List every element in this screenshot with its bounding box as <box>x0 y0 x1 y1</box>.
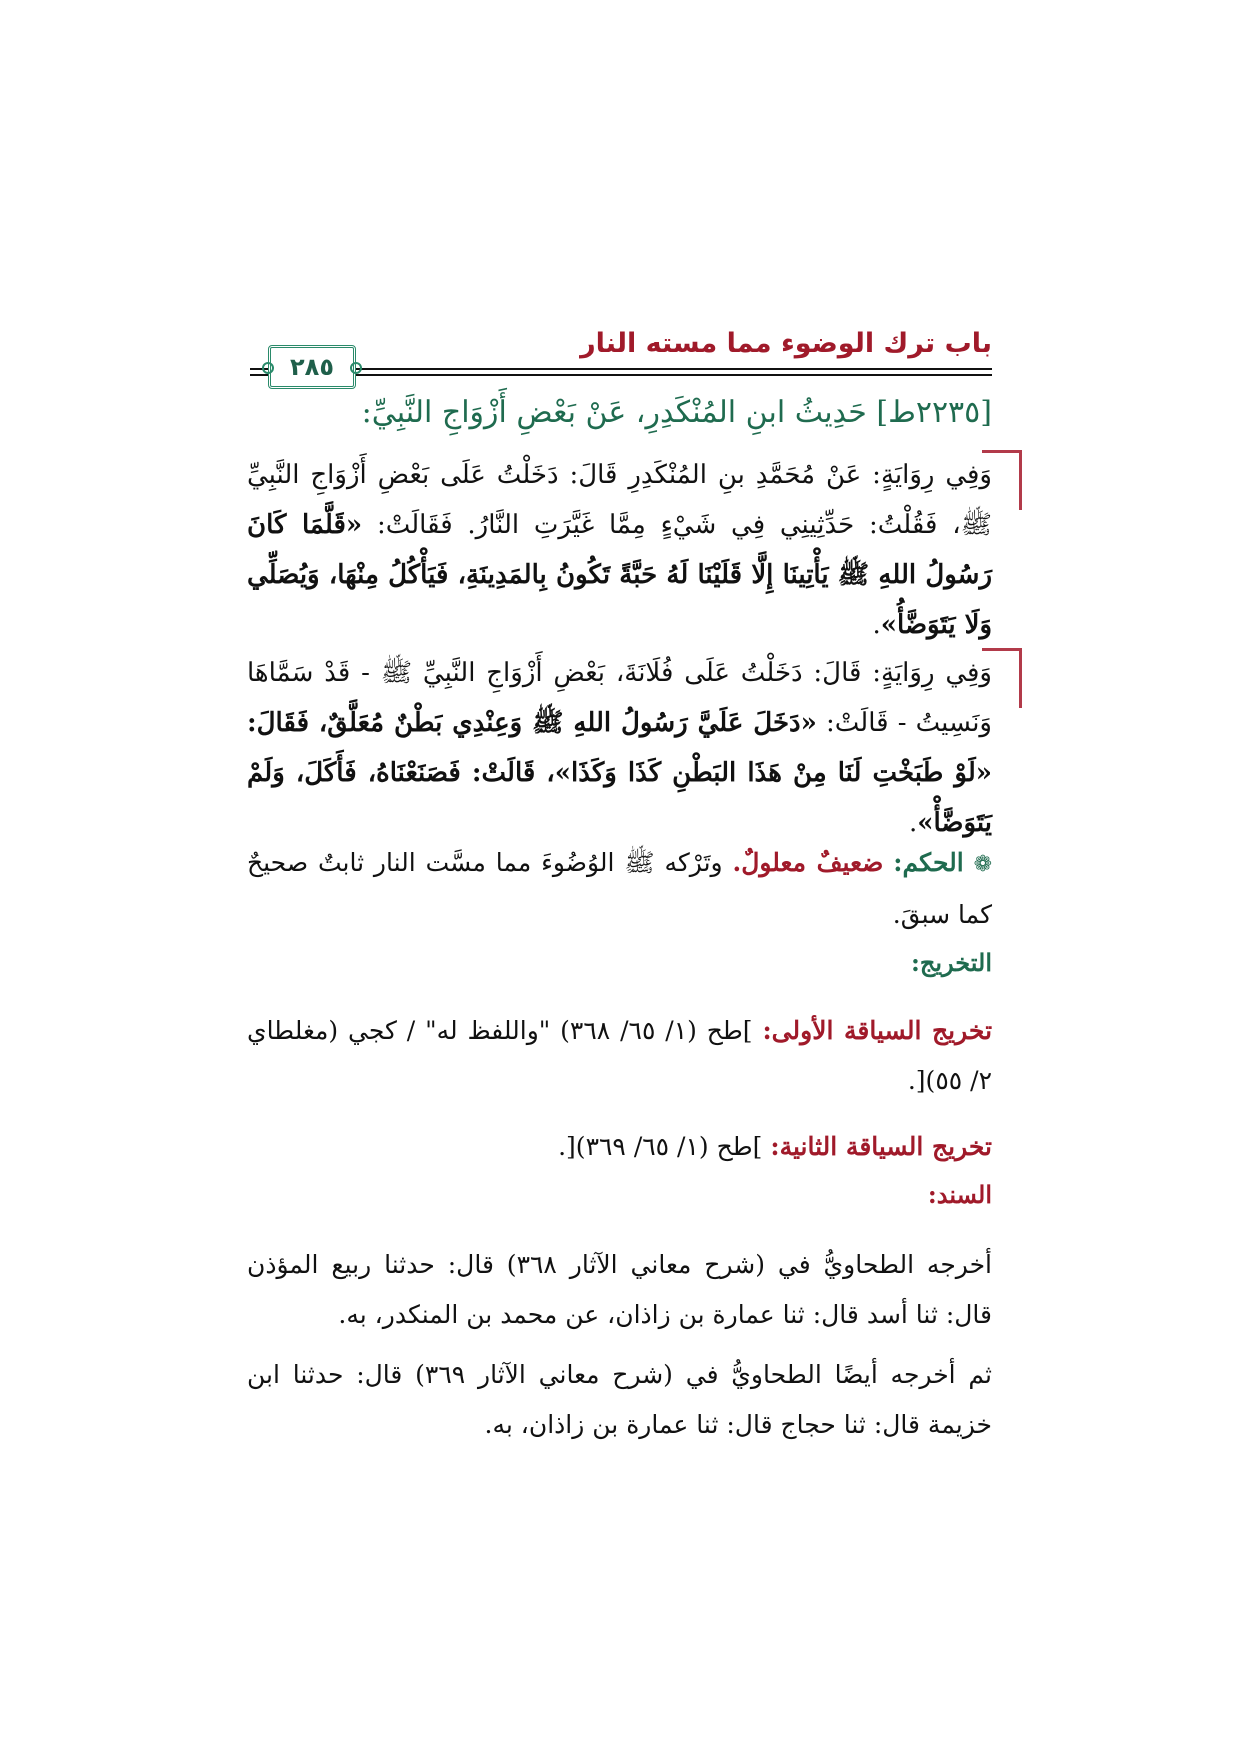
narration-1-end: . <box>872 610 881 640</box>
takhrij-first-text: ]طح (١/ ٦٥/ ٣٦٨) "واللفظ له" / كجي (مغلطاي ٢/ ٥٥)[. <box>247 1016 992 1095</box>
takhrij-heading: التخريج: <box>911 948 992 977</box>
hadith-heading: [٢٢٣٥ط] حَدِيثُ ابنِ المُنْكَدِرِ، عَنْ بَعْضِ أَزْوَاجِ النَّبِيِّ: <box>361 395 992 430</box>
flower-icon: ❁ <box>973 852 992 877</box>
takhrij-second-text: ]طح (١/ ٦٥/ ٣٦٩)[. <box>558 1132 771 1161</box>
header-rule-double <box>250 374 992 376</box>
sanad-heading-row <box>247 1180 992 1209</box>
ruling-text: وتَرْكه ﷺ الوُضُوءَ مما مسَّت النار ثابتٌ صحيحٌ كما سبقَ. <box>247 848 992 929</box>
corner-ornament-icon <box>989 648 1022 708</box>
sanad-paragraph-1: أخرجه الطحاويُّ في (شرح معاني الآثار ٣٦٨) قال: حدثنا ربيع المؤذن قال: ثنا أسد قال: ثنا عمارة بن زاذان، عن محمد بن المنكدر، به. <box>247 1250 992 1329</box>
takhrij-first-label: تخريج السياقة الأولى: <box>762 1016 993 1045</box>
takhrij-heading-row <box>247 948 992 977</box>
takhrij-first <box>247 1006 992 1106</box>
page-number-badge: ٢٨٥ <box>268 345 356 389</box>
ruling-verdict: ضعيفٌ معلولٌ. <box>732 848 884 877</box>
narration-2-intro: وَفِي رِوَايَةٍ: قَالَ: دَخَلْتُ عَلَى فُلَانَةَ، بَعْضِ أَزْوَاجِ النَّبِيِّ ﷺ - قَدْ سَمَّاهَا وَنَسِيتُ - قَالَتْ: <box>247 658 992 738</box>
narration-1-matn: «قَلَّمَا كَانَ رَسُولُ اللهِ ﷺ يَأْتِينَا إِلَّا قَلَيْنَا لَهُ حَبَّةً تَكُونُ بِالمَدِينَةِ، فَيَأْكُلُ مِنْهَا، وَيُصَلِّي وَلَا يَتَوَضَّأُ» <box>247 510 992 640</box>
ruling-paragraph <box>247 838 992 940</box>
narration-2 <box>247 648 992 848</box>
takhrij-second <box>247 1122 992 1172</box>
ruling-label: الحكم: <box>893 848 964 877</box>
corner-ornament-icon <box>989 450 1022 510</box>
narration-2-end: . <box>908 808 918 838</box>
narration-1-intro: وَفِي رِوَايَةٍ: عَنْ مُحَمَّدِ بنِ المُنْكَدِرِ قَالَ: دَخَلْتُ عَلَى بَعْضِ أَزْوَاجِ النَّبِيِّ ﷺ، فَقُلْتُ: حَدِّثِينِي فِي شَيْءٍ مِمَّا غَيَّرَتِ النَّارُ. فَقَالَتْ: <box>247 460 992 540</box>
sanad-paragraph-2: ثم أخرجه أيضًا الطحاويُّ في (شرح معاني الآثار ٣٦٩) قال: حدثنا ابن خزيمة قال: ثنا حجاج قال: ثنا عمارة بن زاذان، به. <box>247 1360 992 1439</box>
takhrij-second-label: تخريج السياقة الثانية: <box>770 1132 992 1161</box>
sanad-heading: السند: <box>927 1180 992 1209</box>
narration-1 <box>247 450 992 650</box>
running-header-title: باب ترك الوضوء مما مسته النار <box>580 328 992 359</box>
narration-2-matn: «دَخَلَ عَلَيَّ رَسُولُ اللهِ ﷺ وَعِنْدِي بَطْنٌ مُعَلَّقٌ، فَقَالَ: «لَوْ طَبَخْتِ لَنَا مِنْ هَذَا البَطْنِ كَذَا وَكَذَا»، قَالَتْ: فَصَنَعْنَاهُ، فَأَكَلَ، وَلَمْ يَتَوَضَّأْ» <box>247 708 992 838</box>
